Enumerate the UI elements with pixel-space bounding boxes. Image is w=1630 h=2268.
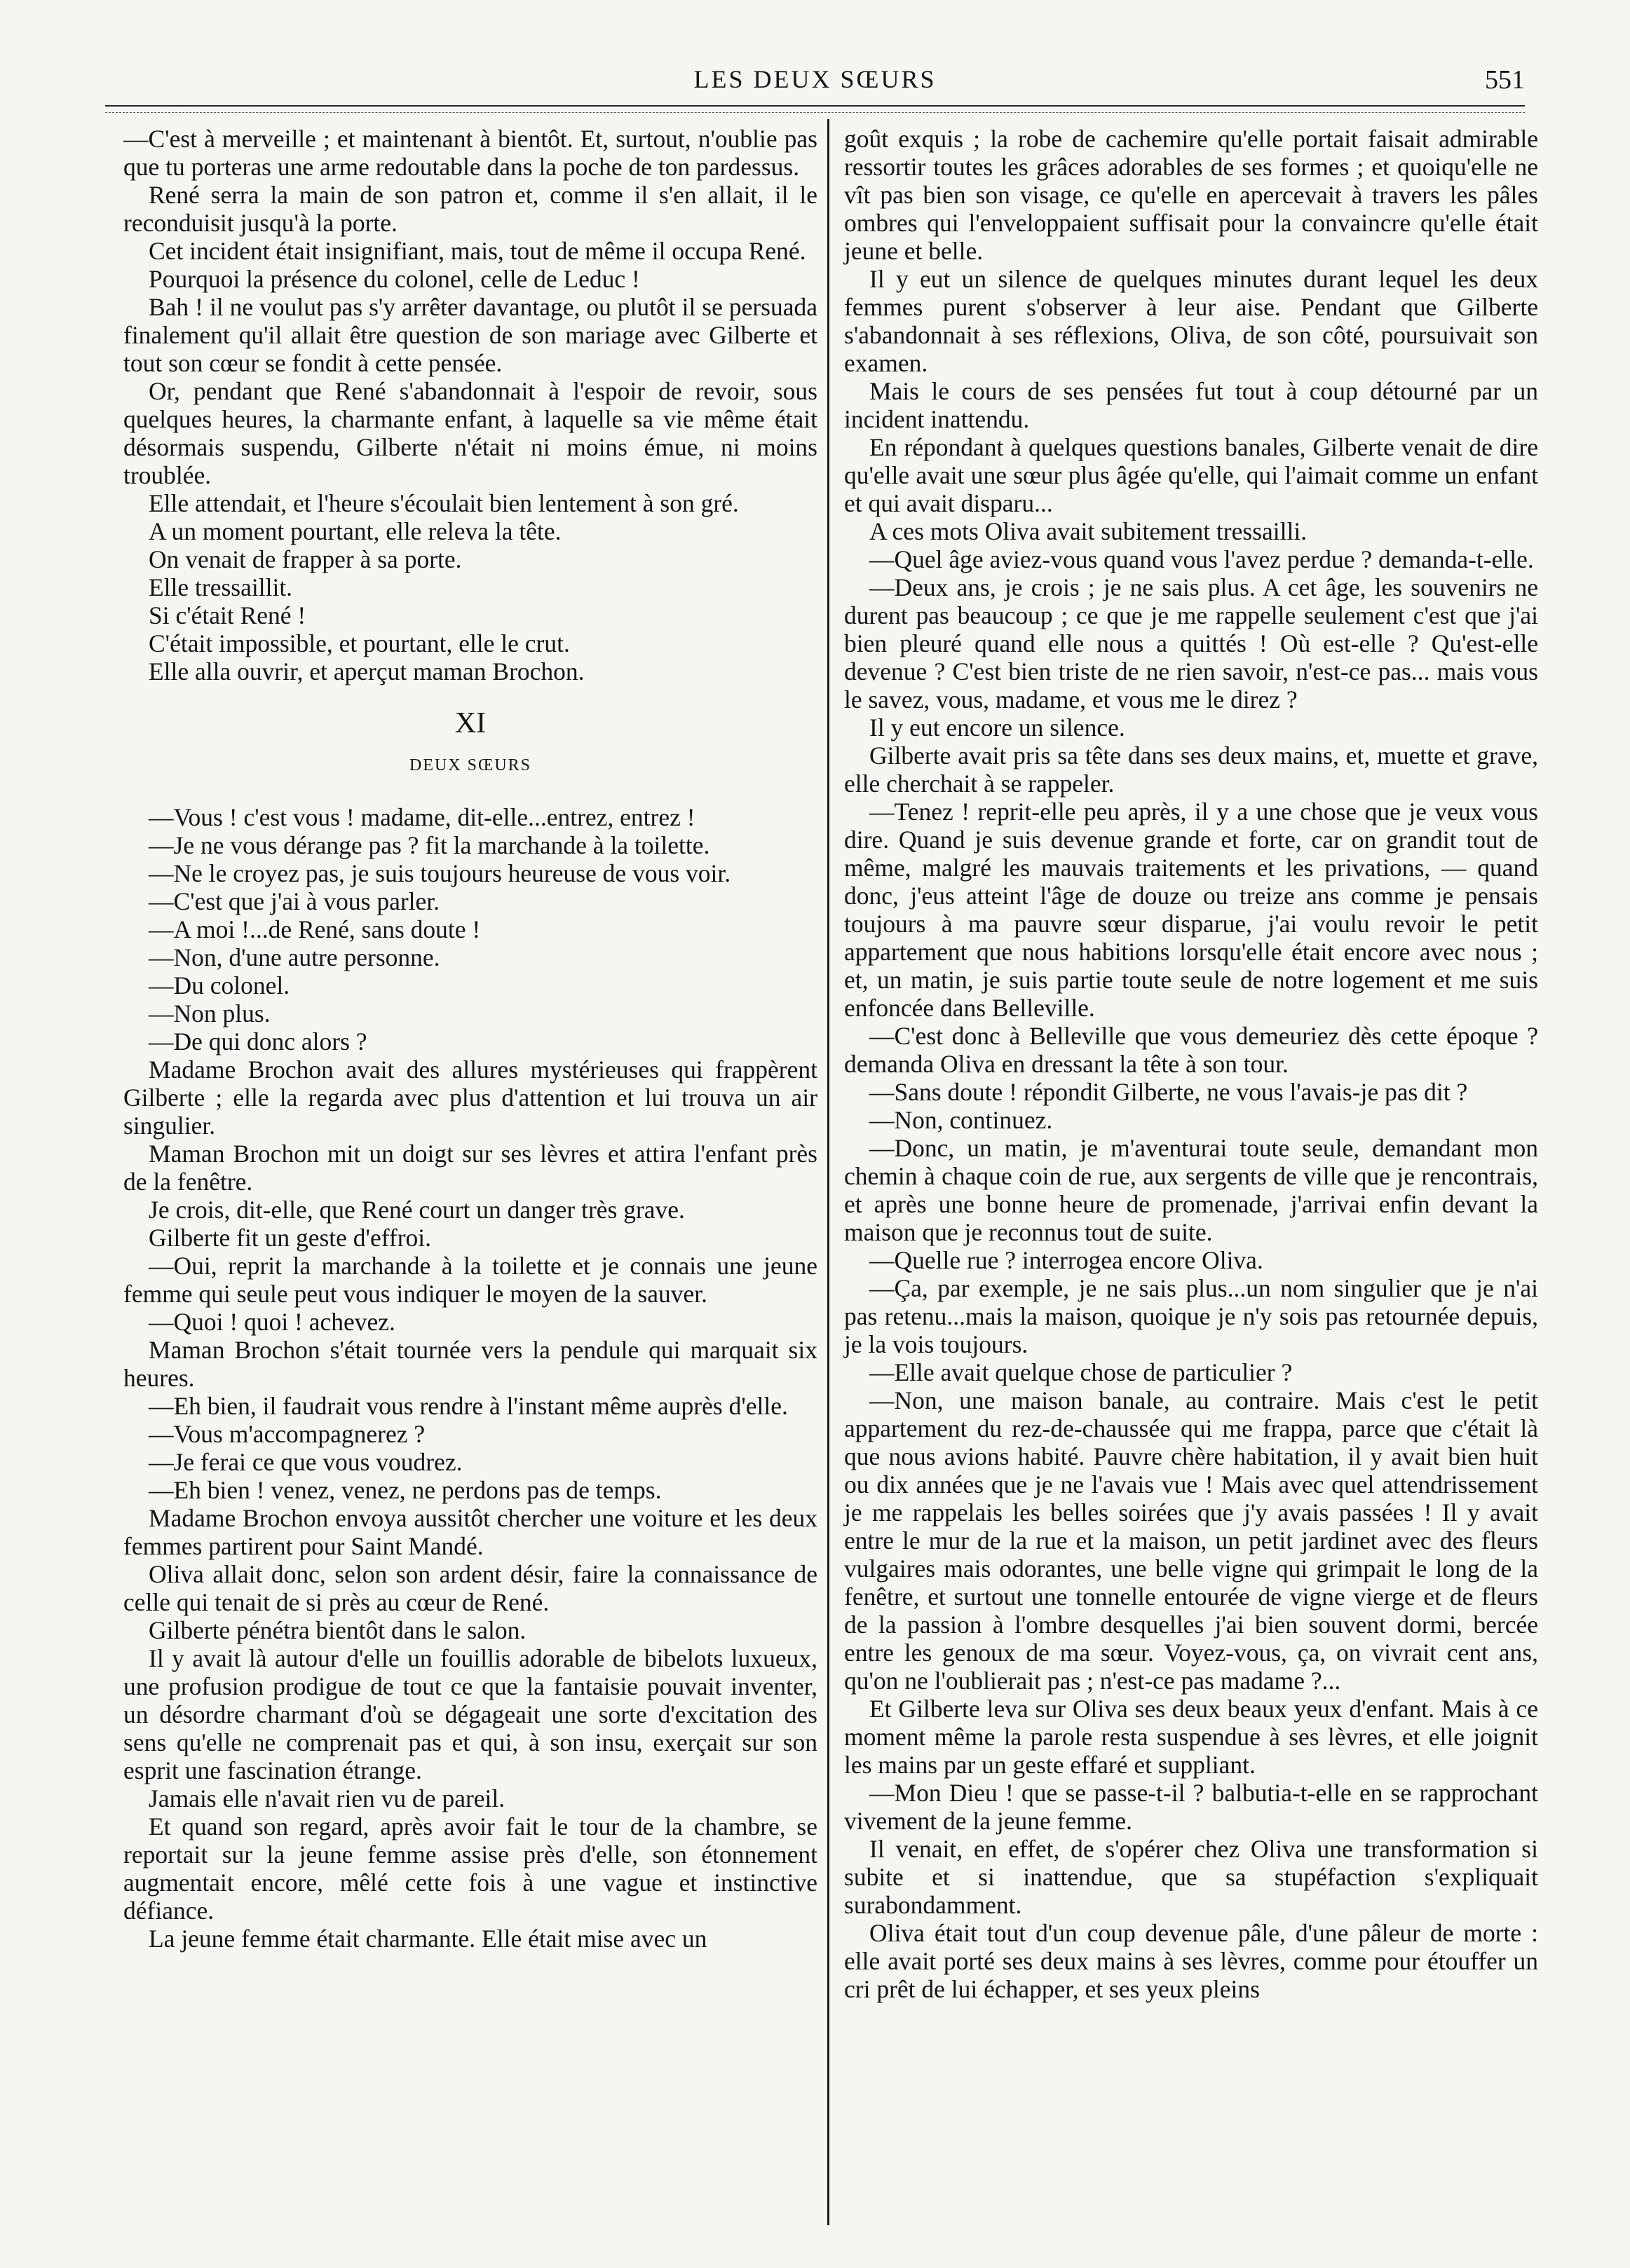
paragraph: —Deux ans, je crois ; je ne sais plus. A cet âge, les souvenirs ne durent pas beaucoup ; ce que je me rappelle seulement c'est que j'ai bien pleuré quand elle nous a quittés ! Où est-elle ? Qu'est-elle devenue ? C'est bien triste de ne rien savoir, n'est-ce pas... mais vous le savez, vous, madame, et vous me le direz ? (844, 573, 1538, 713)
paragraph: Elle alla ouvrir, et aperçut maman Brochon. (149, 657, 585, 685)
paragraph: —A moi !...de René, sans doute ! (149, 915, 481, 943)
paragraph: Maman Brochon mit un doigt sur ses lèvres et attira l'enfant près de la fenêtre. (123, 1140, 817, 1196)
paragraph: —Quelle rue ? interrogea encore Oliva. (869, 1246, 1263, 1274)
paragraph: Je crois, dit-elle, que René court un danger très grave. (149, 1196, 685, 1224)
paragraph: —Eh bien, il faudrait vous rendre à l'instant même auprès d'elle. (149, 1392, 788, 1420)
paragraph: Il y eut encore un silence. (869, 713, 1125, 742)
paragraph: —C'est à merveille ; et maintenant à bientôt. Et, surtout, n'oublie pas que tu porteras une arme redoutable dans la poche de ton pardessus. (123, 125, 817, 181)
paragraph: La jeune femme était charmante. Elle était mise avec un (149, 1925, 707, 1953)
paragraph: —Du colonel. (149, 971, 290, 999)
paragraph: Or, pendant que René s'abandonnait à l'espoir de revoir, sous quelques heures, la charmante enfant, à laquelle sa vie même était désormais suspendu, Gilberte n'était ni moins émue, ni moins troublée. (123, 377, 817, 489)
paragraph: Cet incident était insignifiant, mais, tout de même il occupa René. (149, 237, 806, 265)
column-divider (827, 119, 829, 2225)
paragraph: —Sans doute ! répondit Gilberte, ne vous l'avais-je pas dit ? (869, 1078, 1468, 1106)
paragraph: —Eh bien ! venez, venez, ne perdons pas de temps. (149, 1476, 662, 1504)
paragraph: Il venait, en effet, de s'opérer chez Oliva une transformation si subite et si inattendue, que sa stupéfaction s'expliquait surabondamment. (844, 1835, 1538, 1919)
paragraph: Jamais elle n'avait rien vu de pareil. (149, 1784, 505, 1812)
paragraph: Et quand son regard, après avoir fait le tour de la chambre, se reportait sur la jeune femme assise près d'elle, son étonnement augmentait encore, mêlé cette fois à une vague et instinctive défiance. (123, 1812, 817, 1925)
paragraph: Si c'était René ! (149, 601, 306, 629)
paragraph: Elle attendait, et l'heure s'écoulait bien lentement à son gré. (149, 489, 739, 517)
paragraph: Elle tressaillit. (149, 573, 293, 601)
paragraph: —Oui, reprit la marchande à la toilette et je connais une jeune femme qui seule peut vous indiquer le moyen de la sauver. (123, 1252, 817, 1308)
paragraph: Gilberte fit un geste d'effroi. (149, 1224, 432, 1252)
paragraph: —Je ne vous dérange pas ? fit la marchande à la toilette. (149, 831, 710, 859)
paragraph: Maman Brochon s'était tournée vers la pendule qui marquait six heures. (123, 1336, 817, 1392)
paragraph: —Vous ! c'est vous ! madame, dit-elle...entrez, entrez ! (149, 803, 695, 831)
running-title: LES DEUX SŒURS (693, 65, 937, 93)
paragraph: —Ne le croyez pas, je suis toujours heureuse de vous voir. (149, 859, 731, 887)
paragraph: —C'est que j'ai à vous parler. (149, 887, 440, 915)
paragraph: Mais le cours de ses pensées fut tout à coup détourné par un incident inattendu. (844, 377, 1538, 433)
paragraph: C'était impossible, et pourtant, elle le crut. (149, 629, 570, 657)
paragraph: Il y eut un silence de quelques minutes durant lequel les deux femmes purent s'observer à leur aise. Pendant que Gilberte s'abandonnait à ses réflexions, Oliva, de son côté, poursuivait son examen. (844, 265, 1538, 377)
paragraph: —Donc, un matin, je m'aventurai toute seule, demandant mon chemin à chaque coin de rue, aux sergents de ville que je rencontrais, et après une bonne heure de promenade, j'arrivai enfin devant la maison que je reconnus tout de suite. (844, 1134, 1538, 1246)
paragraph: —Quel âge aviez-vous quand vous l'avez perdue ? demanda-t-elle. (869, 545, 1534, 573)
chapter-title: DEUX SŒURS (409, 756, 532, 774)
header-rule-dashed (105, 112, 1525, 113)
paragraph: On venait de frapper à sa porte. (149, 545, 462, 573)
right-column (844, 125, 1538, 2003)
paragraph: —Non, une maison banale, au contraire. Mais c'est le petit appartement du rez-de-chaussée qui me frappa, parce que c'était là que nous avions habité. Pauvre chère habitation, il y avait bien huit ou dix années que je ne l'avais vue ! Mais avec quel attendrissement je me rappelais les belles soirées que j'y avais passées ! Il y avait entre le mur de la rue et la maison, un petit jardinet avec des fleurs vulgaires mais odorantes, une belle vigne qui grimpait le long de la fenêtre, et surtout une tonnelle entourée de vigne vierge et de fleurs de la passion à l'ombre desquelles j'ai bien souvent dormi, bercée entre les genoux de ma sœur. Voyez-vous, ça, on vivrait cent ans, qu'on ne l'oublierait pas ; n'est-ce pas madame ?... (844, 1386, 1538, 1695)
paragraph: Pourquoi la présence du colonel, celle de Leduc ! (149, 265, 640, 293)
paragraph: —Ça, par exemple, je ne sais plus...un nom singulier que je n'ai pas retenu...mais la maison, quoique je n'y sois pas retournée depuis, je la vois toujours. (844, 1274, 1538, 1358)
paragraph: Bah ! il ne voulut pas s'y arrêter davantage, ou plutôt il se persuada finalement qu'il allait être question de son mariage avec Gilberte et tout son cœur se fondit à cette pensée. (123, 293, 817, 377)
paragraph: —De qui donc alors ? (149, 1027, 367, 1056)
paragraph: —Vous m'accompagnerez ? (149, 1420, 426, 1448)
paragraph: —Quoi ! quoi ! achevez. (149, 1308, 395, 1336)
header-rule (105, 105, 1525, 107)
paragraph: Il y avait là autour d'elle un fouillis adorable de bibelots luxueux, une profusion prodigue de tout ce que la fantaisie pouvait inventer, un désordre charmant d'où se dégageait une sorte d'excitation des sens qu'elle ne comprenait pas et qui, à son insu, exerçait sur son esprit une fascination étrange. (123, 1644, 817, 1784)
paragraph: —Non, d'une autre personne. (149, 943, 440, 971)
paragraph: Gilberte pénétra bientôt dans le salon. (149, 1616, 527, 1644)
paragraph: —Je ferai ce que vous voudrez. (149, 1448, 463, 1476)
paragraph: goût exquis ; la robe de cachemire qu'elle portait faisait admirable ressortir toutes les grâces adorables de ses formes ; et quoiqu'elle ne vît pas bien son visage, ce qu'elle en apercevait à travers les pâles ombres qui l'enveloppaient suffisait pour la convaincre qu'elle était jeune et belle. (844, 125, 1538, 265)
page-number: 551 (1485, 65, 1525, 95)
paragraph: Et Gilberte leva sur Oliva ses deux beaux yeux d'enfant. Mais à ce moment même la parole resta suspendue à ses lèvres, et elle joignit les mains par un geste effaré et suppliant. (844, 1695, 1538, 1779)
paragraph: Madame Brochon envoya aussitôt chercher une voiture et les deux femmes partirent pour Saint Mandé. (123, 1504, 817, 1560)
paragraph: René serra la main de son patron et, comme il s'en allait, il le reconduisit jusqu'à la porte. (123, 181, 817, 237)
paragraph: En répondant à quelques questions banales, Gilberte venait de dire qu'elle avait une sœur plus âgée qu'elle, qui l'aimait comme un enfant et qui avait disparu... (844, 433, 1538, 517)
running-header (105, 64, 1525, 107)
paragraph: Madame Brochon avait des allures mystérieuses qui frappèrent Gilberte ; elle la regarda avec plus d'attention et lui trouva un air singulier. (123, 1056, 817, 1140)
paragraph: —C'est donc à Belleville que vous demeuriez dès cette époque ? demanda Oliva en dressant la tête à son tour. (844, 1022, 1538, 1078)
paragraph: Gilberte avait pris sa tête dans ses deux mains, et, muette et grave, elle cherchait à se rappeler. (844, 742, 1538, 798)
paragraph: —Elle avait quelque chose de particulier ? (869, 1358, 1293, 1386)
left-column (123, 125, 817, 1953)
paragraph: —Non plus. (149, 999, 271, 1027)
paragraph: A ces mots Oliva avait subitement tressailli. (869, 517, 1308, 545)
paragraph: Oliva était tout d'un coup devenue pâle, d'une pâleur de morte : elle avait porté ses deux mains à ses lèvres, comme pour étouffer un cri prêt de lui échapper, et ses yeux pleins (844, 1919, 1538, 2003)
paragraph: A un moment pourtant, elle releva la tête. (149, 517, 562, 545)
chapter-number: XI (454, 707, 487, 739)
paragraph: Oliva allait donc, selon son ardent désir, faire la connaissance de celle qui tenait de si près au cœur de René. (123, 1560, 817, 1616)
paragraph: —Tenez ! reprit-elle peu après, il y a une chose que je veux vous dire. Quand je suis devenue grande et forte, car on grandit tout de même, malgré les mauvais traitements et les privations, — quand donc, j'eus atteint l'âge de douze ou treize ans comme je pensais toujours à ma pauvre sœur disparue, j'ai voulu revoir le petit appartement que nous habitions lorsqu'elle était encore avec nous ; et, un matin, je suis partie toute seule de notre logement et me suis enfoncée dans Belleville. (844, 798, 1538, 1022)
paragraph: —Mon Dieu ! que se passe-t-il ? balbutia-t-elle en se rapprochant vivement de la jeune femme. (844, 1779, 1538, 1835)
paragraph: —Non, continuez. (869, 1106, 1053, 1134)
